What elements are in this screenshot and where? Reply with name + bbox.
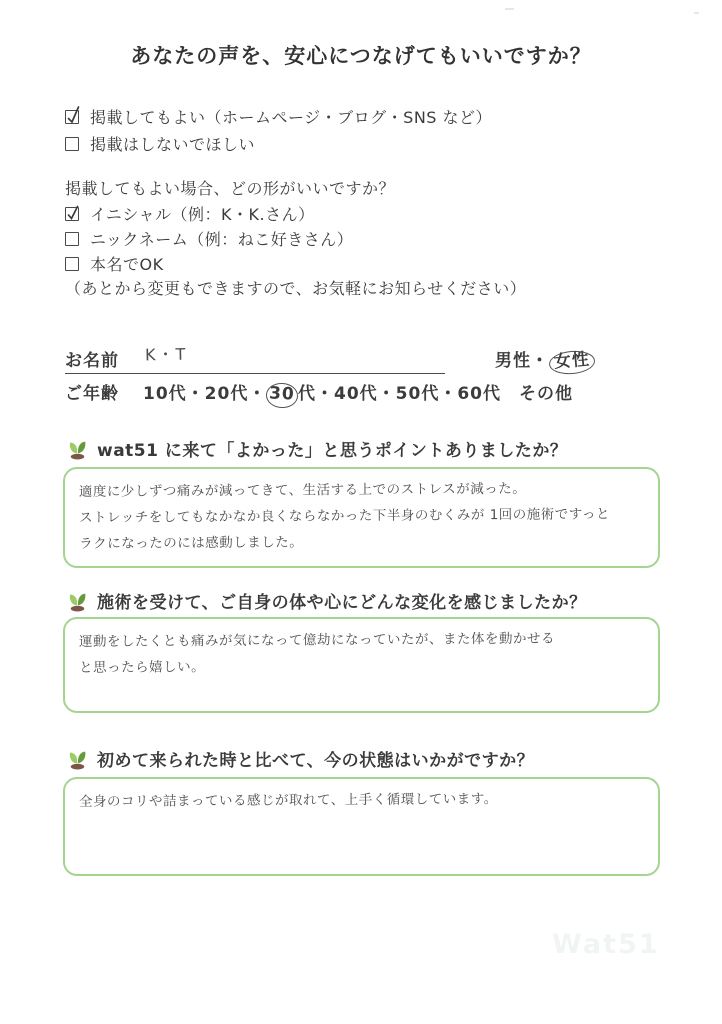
scan-artifact xyxy=(694,12,699,14)
scan-artifact xyxy=(505,8,514,10)
answer-line: 全身のコリや詰まっている感じが取れて、上手く循環しています。 xyxy=(78,791,498,810)
form-title: あなたの声を、安心につなげてもいいですか？ xyxy=(130,44,592,68)
answer-line: 運動をしたくとも痛みが気になって億劫になっていたが、また体を動かせる xyxy=(78,630,555,650)
age-options-after: 代・40代・50代・60代 xyxy=(298,384,501,404)
gender-separator: ・ xyxy=(531,351,549,371)
name-label: お名前 xyxy=(65,351,119,371)
answer-box-1 xyxy=(63,467,660,568)
gender-female-label: 女性 xyxy=(553,349,591,373)
consent-option-deny xyxy=(65,130,492,157)
format-option-label: イニシャル（例：K・K.さん） xyxy=(90,205,315,224)
hand-drawn-circle xyxy=(548,349,596,376)
format-option-label: ニックネーム（例：ねこ好きさん） xyxy=(90,230,354,249)
checkbox-icon xyxy=(65,257,79,271)
checkbox-icon xyxy=(65,232,79,246)
consent-section xyxy=(65,103,492,157)
age-row xyxy=(65,379,573,408)
question-heading-text: 施術を受けて、ご自身の体や心にどんな変化を感じましたか？ xyxy=(97,593,587,613)
format-question: 掲載してもよい場合、どの形がいいですか？ xyxy=(65,179,396,198)
check-mark-icon xyxy=(66,208,80,222)
checkbox-icon xyxy=(65,207,79,221)
answer-line: 適度に少しずつ痛みが減ってきて、生活する上でのストレスが減った。 xyxy=(78,480,527,500)
age-options-before: 10代・20代・ xyxy=(143,384,267,404)
sprout-icon xyxy=(66,747,89,770)
format-option-initial xyxy=(65,201,526,226)
checkbox-icon xyxy=(65,110,79,124)
question-heading-text: 初めて来られた時と比べて、今の状態はいかがですか？ xyxy=(97,751,535,771)
check-mark-icon xyxy=(66,111,80,125)
watermark: Wat51 xyxy=(552,929,660,960)
answer-line: ストレッチをしてもなかなか良くならなかった下半身のむくみが 1回の施術ですっと xyxy=(78,506,611,526)
question-2-heading xyxy=(66,588,587,613)
answer-box-2 xyxy=(63,617,660,713)
format-option-realname xyxy=(65,251,526,276)
age-other-label: その他 xyxy=(518,384,573,404)
consent-option-allow xyxy=(65,103,492,130)
handwritten-answer xyxy=(65,467,659,557)
answer-line: ラクになったのには感動しました。 xyxy=(79,534,304,552)
hand-drawn-circle xyxy=(266,382,299,408)
consent-option-label: 掲載はしないでほしい xyxy=(90,135,256,154)
format-option-label: 本名でOK xyxy=(90,255,164,274)
question-1-heading xyxy=(66,436,567,461)
age-circled-value: 30 xyxy=(268,383,296,405)
handwritten-answer xyxy=(65,617,658,681)
checkbox-icon xyxy=(65,137,79,151)
sprout-icon xyxy=(66,437,89,460)
consent-option-label: 掲載してもよい（ホームページ・ブログ・SNS など） xyxy=(90,108,493,127)
name-row xyxy=(65,346,595,371)
answer-line: と思ったら嬉しい。 xyxy=(79,659,206,676)
question-heading-text: wat51 に来て「よかった」と思うポイントありましたか？ xyxy=(97,441,568,461)
format-option-nickname xyxy=(65,226,526,251)
format-note: （あとから変更もできますので、お気軽にお知らせください） xyxy=(65,279,527,298)
name-handwritten-value: K・T xyxy=(144,344,188,365)
gender-male-label: 男性 xyxy=(495,351,531,371)
handwritten-answer xyxy=(65,777,658,815)
answer-box-3 xyxy=(63,777,660,876)
name-underline xyxy=(65,373,445,374)
gender-choices xyxy=(495,346,595,374)
question-3-heading xyxy=(66,746,534,771)
age-label: ご年齢 xyxy=(65,384,119,404)
sprout-icon xyxy=(66,589,89,612)
format-section xyxy=(65,176,526,301)
